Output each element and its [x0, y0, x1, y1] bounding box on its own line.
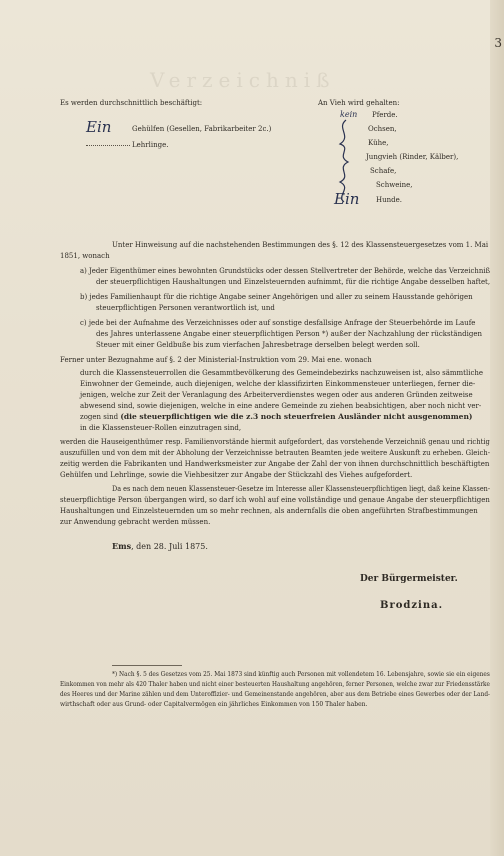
item-b-line-1: b) jedes Familienhaupt für die richtige Angabe seiner Angehörigen und aller zu seinem Hausstande gehörigen [80, 293, 473, 301]
apprentices-label: Lehrlinge. [132, 141, 169, 149]
ferner-line-5: abwesend sind, sowie diejenigen, welche in eine andere Gemeinde zu ziehen beabsichtigen, aber noch nicht ver- [80, 402, 482, 410]
livestock-oxen: Ochsen, [368, 125, 397, 133]
livestock-dogs: Hunde. [376, 196, 402, 204]
werden-line-4: Gehülfen und Lehrlinge, sowie die Viehbesitzer zur Angabe der Stückzahl des Viehes aufgefordert. [60, 471, 413, 479]
da-line-3: Haushaltungen und Einzelsteuernden um so mehr rechnen, als andernfalls die oben angeführten Strafbestimmungen [60, 507, 478, 515]
intro-line-2: 1851, wonach [60, 252, 110, 260]
livestock-young-cattle: Jungvieh (Rinder, Kälber), [366, 153, 459, 161]
livestock-pigs: Schweine, [376, 181, 413, 189]
werden-line-3: zeitig werden die Fabrikanten und Handwerksmeister zur Angabe der Zahl der von ihnen durchschnittlich beschäftigten [60, 460, 490, 468]
footnote-line-1: *) Nach §. 5 des Gesetzes vom 25. Mai 1873 sind künftig auch Personen mit vollendetem 16. Lebensjahre, sowie sie ein eigenes [112, 671, 490, 678]
da-line-4: zur Anwendung gebracht werden müssen. [60, 518, 211, 526]
ferner-line-1: Ferner unter Bezugnahme auf §. 2 der Ministerial-Instruktion vom 29. Mai ene. wonach [60, 356, 372, 364]
livestock-heading: An Vieh wird gehalten: [318, 99, 400, 107]
item-c-line-3: Steuer mit einer Geldbuße bis zum vierfachen Jahresbetrage derselben belegt werden soll. [96, 341, 420, 349]
intro-line-1: Unter Hinweisung auf die nachstehenden Bestimmungen des §. 12 des Klassensteuergesetzes vom 1. Mai [112, 241, 489, 249]
livestock-horses: Pferde. [372, 111, 398, 119]
da-line-1: Da es nach dem neuen Klassensteuer-Gesetze im Interesse aller Klassensteuerpflichtigen liegt, daß keine Klassen- [112, 485, 491, 493]
date-text: , den 28. Juli 1875. [131, 542, 208, 551]
ferner-tail: in die Klassensteuer-Rollen einzutragen sind, [80, 424, 242, 432]
page-edge [490, 0, 504, 856]
faded-title: Verzeichniß [150, 68, 336, 92]
place-date [112, 541, 208, 552]
footnote-rule [112, 665, 182, 666]
item-b-line-2: steuerpflichtigen Personen verantwortlich ist, und [96, 304, 275, 312]
livestock-dogs-hand: Ein [334, 190, 360, 208]
place-name: Ems [112, 541, 132, 551]
apprentices-blank [86, 145, 130, 146]
workers-count-handwritten: Ein [86, 118, 112, 136]
ferner-line-4: jenigen, welche zur Zeit der Veranlagung des Arbeiterverdienstes wegen oder aus anderen Gründen zeitweise [80, 391, 473, 399]
foreigners-bold-note: (die steuerpflichtigen wie die z.3 noch steuerfreien Ausländer nicht ausgenommen) [120, 412, 473, 421]
page-number: 3 [494, 36, 502, 50]
werden-line-1: werden die Hauseigenthümer resp. Familienvorstände hiermit aufgefordert, das vorstehende Verzeichniß genau und richtig [60, 438, 490, 446]
item-a-line-2: der steuerpflichtigen Haushaltungen und Einzelsteuernden aufnimmt, für die richtige Angabe desselben haftet, [96, 278, 491, 286]
item-c-line-2: des Jahres unterlassene Angabe einer steuerpflichtigen Person *) außer der Nachzahlung der rückständigen [96, 330, 482, 338]
footnote-line-2: Einkommen von mehr als 420 Thaler haben und nicht einer besteuerten Haushaltung angehören, ferner Personen, welche zwar zur Friedensstärke [60, 681, 490, 688]
livestock-cows: Kühe, [368, 139, 389, 147]
footnote-line-3: des Heeres und der Marine zählen und dem Unteroffizier- und Gemeinenstande angehören, aber aus dem Betriebe eines Gewerbes oder der Land- [60, 691, 490, 698]
da-line-2: steuerpflichtige Person übergangen wird, so darf ich wohl auf eine vollständige und genaue Angabe der steuerpflichtigen [60, 496, 490, 504]
ferner-line-2: durch die Klassensteuerrollen die Gesammtbevölkerung des Gemeindebezirks nachzuweisen ist, also sämmtliche [80, 369, 484, 377]
ferner-line-3: Einwohner der Gemeinde, auch diejenigen, welche der klassifizirten Einkommensteuer unterliegen, ferner die- [80, 380, 476, 388]
signature-name: Brodzina. [380, 600, 444, 611]
footnote-line-4: wirthschaft oder aus Grund- oder Capitalvermögen ein jährliches Einkommen von 150 Thaler haben. [60, 701, 368, 708]
item-c-line-1: c) jede bei der Aufnahme des Verzeichnisses oder auf sonstige desfallsige Anfrage der Steuerbehörde im Laufe [80, 319, 476, 327]
item-a-line-1: a) Jeder Eigenthümer eines bewohnten Grundstücks oder dessen Stellvertreter der Behörde, welche das Verzeichniß [80, 267, 491, 275]
workers-label: Gehülfen (Gesellen, Fabrikarbeiter 2c.) [132, 125, 272, 133]
workers-heading: Es werden durchschnittlich beschäftigt: [60, 99, 203, 107]
signature-title: Der Bürgermeister. [360, 574, 458, 584]
livestock-sheep: Schafe, [370, 167, 397, 175]
werden-line-2: auszufüllen und von dem mit der Abholung der Verzeichnisse betrauten Beamten jede weitere Auskunft zu erheben. Gleich- [60, 449, 491, 457]
ferner-line-6: zogen sind [80, 413, 119, 421]
livestock-horses-hand: kein [340, 110, 358, 119]
